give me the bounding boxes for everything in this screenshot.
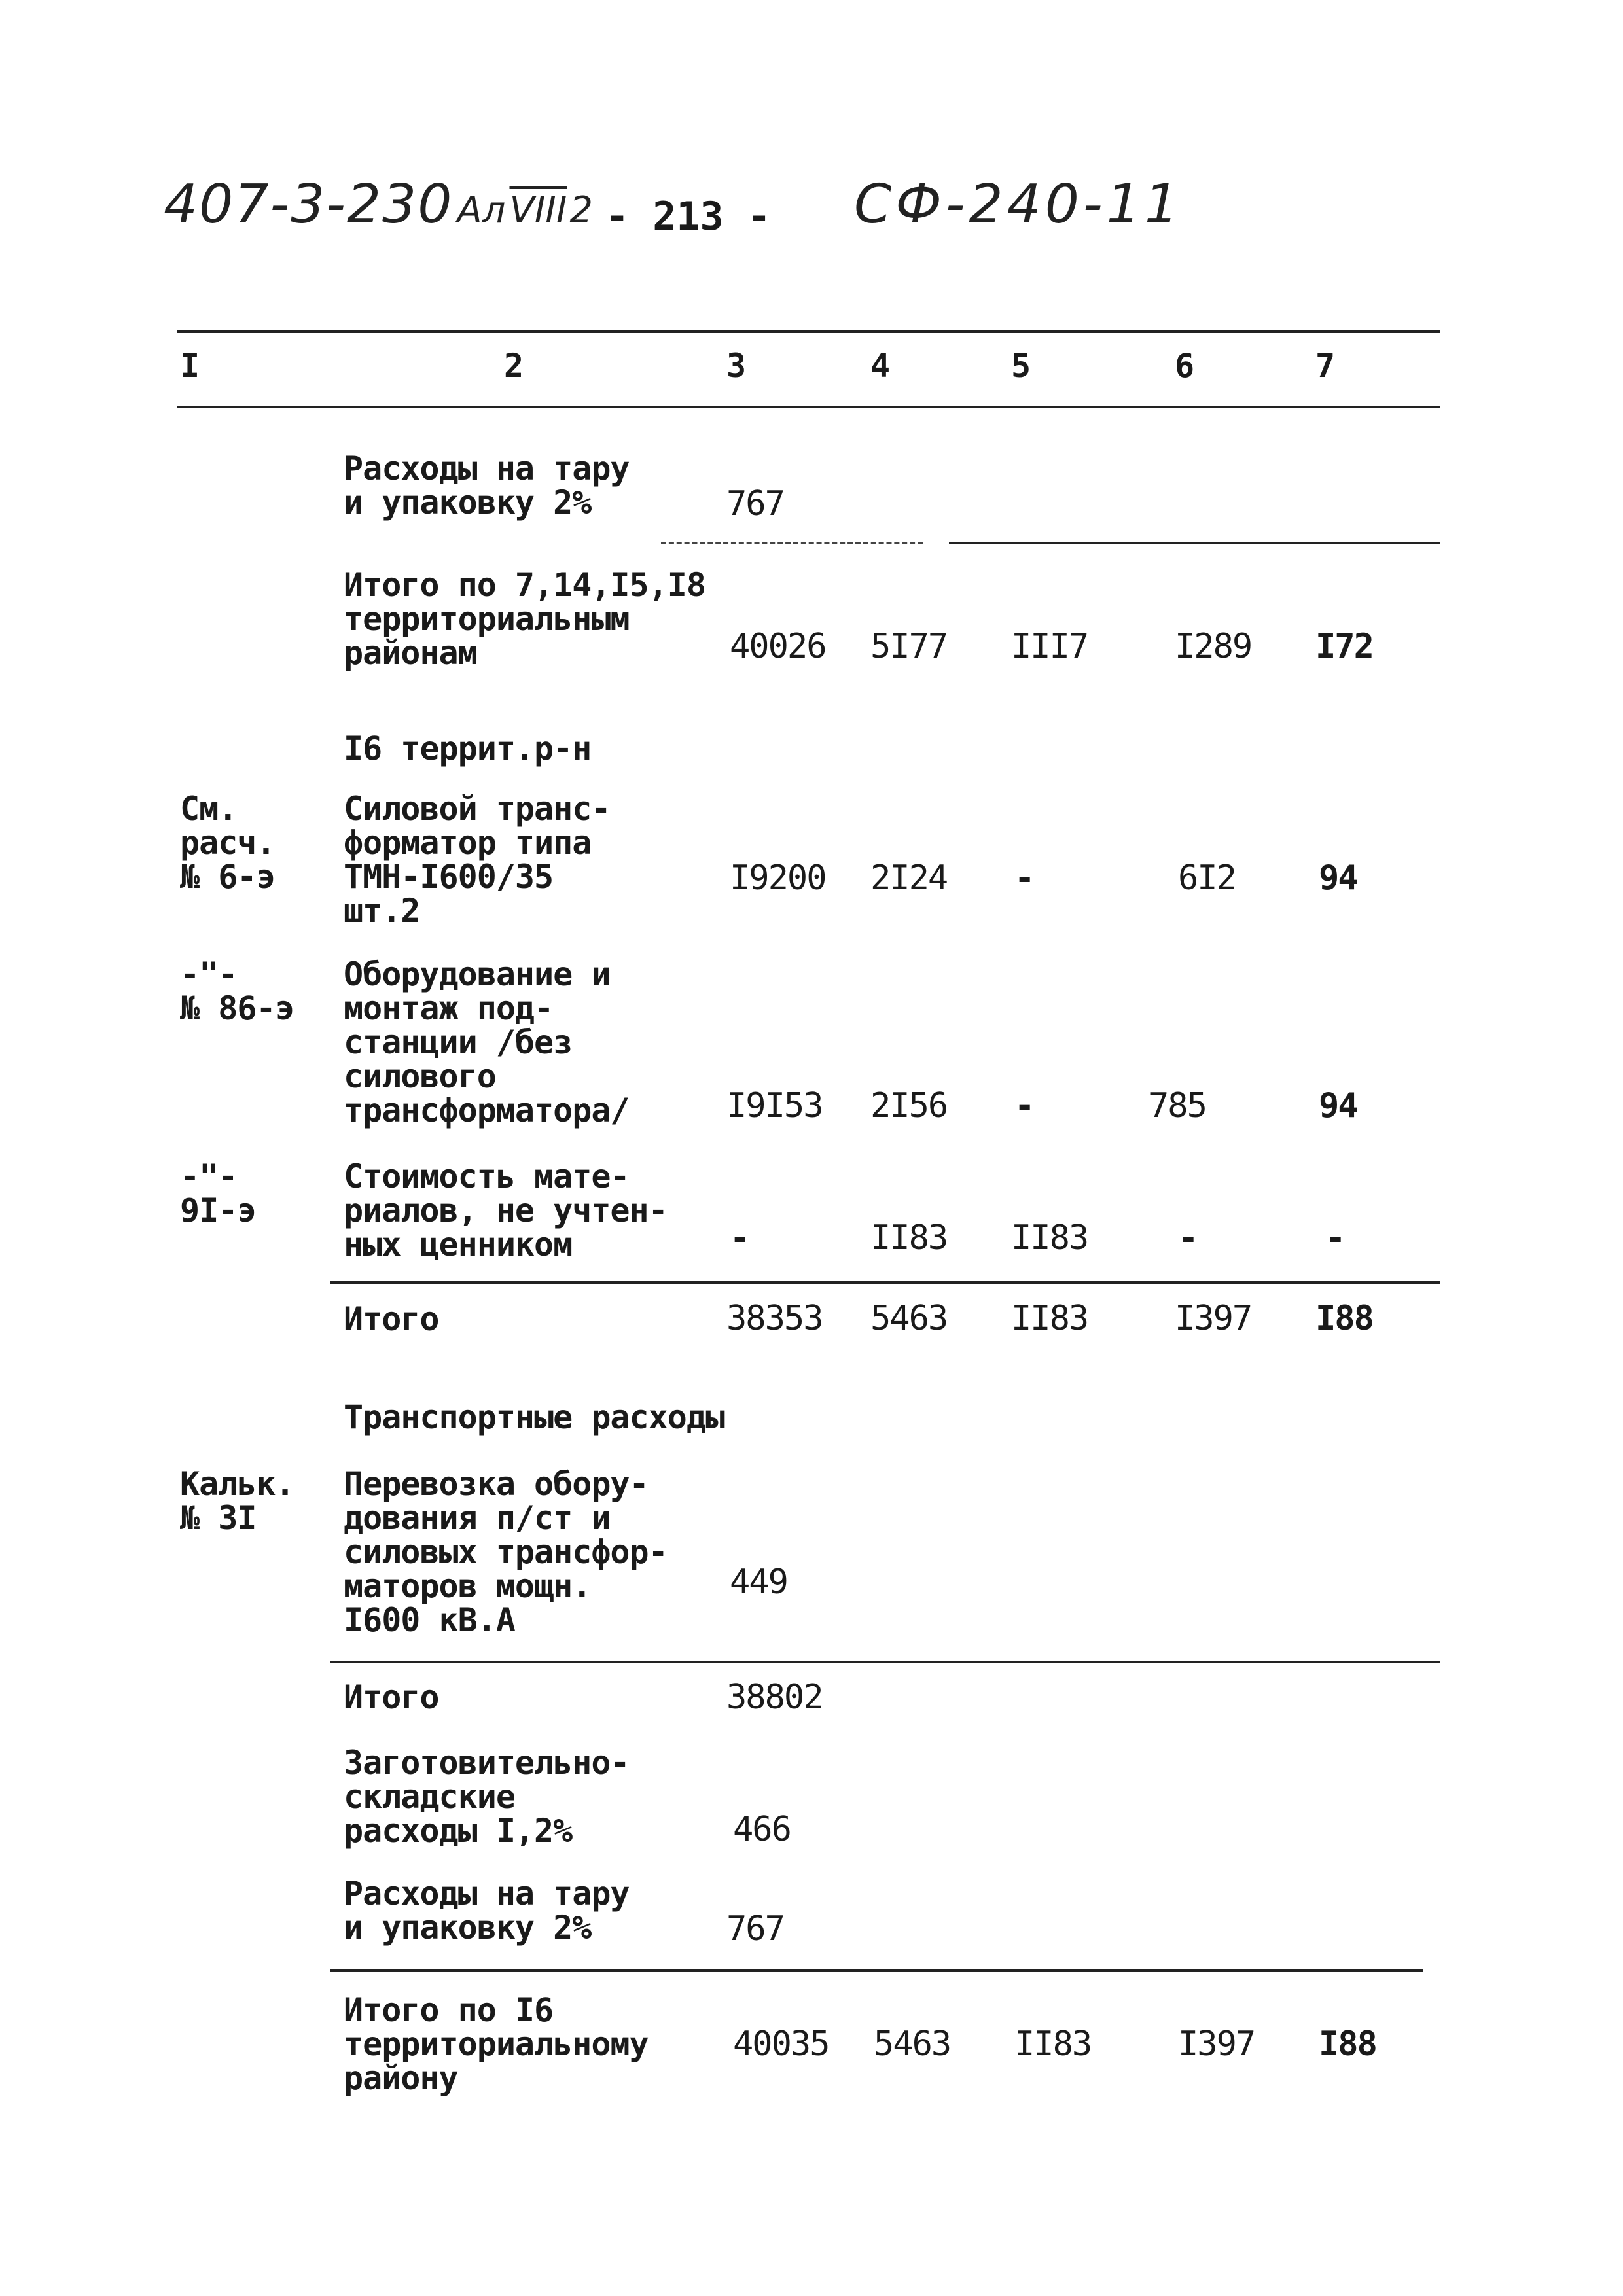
row-description: Итого по I6 территориальному району bbox=[344, 1991, 649, 2097]
table-top-rule bbox=[177, 330, 1440, 333]
row-reference: См. расч. № 6-э bbox=[180, 790, 276, 896]
document-code-number: 407-3-230 bbox=[164, 173, 454, 236]
subtotal-label: Итого bbox=[344, 1678, 439, 1716]
row-description: Итого по 7,14,I5,I8 территориальным районам bbox=[344, 566, 705, 672]
row-value-col7: 94 bbox=[1319, 858, 1357, 898]
row-reference: Кальк. № 3I bbox=[180, 1465, 294, 1537]
row-value-col6: - bbox=[1178, 1218, 1198, 1258]
section-heading: Транспортные расходы bbox=[344, 1398, 725, 1436]
row-value-col7: - bbox=[1325, 1218, 1345, 1258]
row-description: Стоимость мате- риалов, не учтен- ных ценником bbox=[344, 1157, 668, 1263]
row-value-col3: 38802 bbox=[726, 1678, 823, 1717]
row-description: Заготовительно- складские расходы I,2% bbox=[344, 1744, 630, 1850]
document-code bbox=[164, 173, 594, 236]
row-value-col4: 5I77 bbox=[870, 627, 948, 666]
row-value-col3: 466 bbox=[733, 1810, 791, 1849]
page-number: - 213 - bbox=[605, 194, 771, 239]
row-value-col4: II83 bbox=[870, 1218, 948, 1258]
row-description: Перевозка обору- дования п/ст и силовых трансфор- маторов мощн. I600 кВ.А bbox=[344, 1465, 668, 1639]
row-value-col7: I88 bbox=[1315, 1299, 1373, 1338]
row-value-col6: I397 bbox=[1175, 1299, 1252, 1338]
column-header-1: I bbox=[180, 347, 200, 385]
row-description: Оборудование и монтаж под- станции /без силового трансформатора/ bbox=[344, 955, 630, 1129]
row-description: Расходы на тару и упаковку 2% bbox=[344, 1875, 630, 1947]
row-value-col3: 767 bbox=[726, 484, 784, 523]
row-value-col4: 5463 bbox=[870, 1299, 948, 1338]
row-value-col5: III7 bbox=[1011, 627, 1088, 666]
row-separator bbox=[330, 1969, 1423, 1972]
row-reference: -"- 9I-э bbox=[180, 1157, 257, 1229]
row-value-col5: - bbox=[1014, 1086, 1034, 1125]
row-value-col3: - bbox=[730, 1218, 749, 1258]
album-label: Ал bbox=[457, 189, 506, 232]
column-header-4: 4 bbox=[870, 347, 891, 385]
column-header-5: 5 bbox=[1011, 347, 1031, 385]
row-value-col5: II83 bbox=[1014, 2024, 1092, 2064]
row-value-col6: I397 bbox=[1178, 2024, 1255, 2064]
dashed-separator bbox=[661, 542, 923, 544]
row-description: Расходы на тару и упаковку 2% bbox=[344, 450, 630, 521]
row-value-col7: I88 bbox=[1319, 2024, 1376, 2064]
row-value-col4: 2I24 bbox=[870, 858, 948, 898]
section-heading: I6 террит.р-н bbox=[344, 730, 592, 768]
album-part: 2 bbox=[569, 189, 594, 232]
column-header-2: 2 bbox=[504, 347, 524, 385]
row-value-col3: 767 bbox=[726, 1909, 784, 1949]
album-volume: VIII bbox=[509, 189, 567, 232]
row-value-col6: I289 bbox=[1175, 627, 1252, 666]
row-value-col7: 94 bbox=[1319, 1086, 1357, 1125]
row-value-col6: 785 bbox=[1149, 1086, 1206, 1125]
row-value-col3: 40026 bbox=[730, 627, 826, 666]
row-separator bbox=[330, 1281, 1440, 1284]
row-reference: -"- № 86-э bbox=[180, 955, 294, 1027]
row-value-col6: 6I2 bbox=[1178, 858, 1236, 898]
row-value-col5: II83 bbox=[1011, 1218, 1088, 1258]
row-value-col3: I9200 bbox=[730, 858, 826, 898]
row-description: Силовой транс- форматор типа ТМН-I600/35 шт.2 bbox=[344, 790, 611, 930]
column-header-6: 6 bbox=[1175, 347, 1195, 385]
row-value-col7: I72 bbox=[1315, 627, 1373, 666]
row-separator bbox=[949, 542, 1440, 544]
row-value-col5: II83 bbox=[1011, 1299, 1088, 1338]
row-value-col4: 2I56 bbox=[870, 1086, 948, 1125]
row-value-col4: 5463 bbox=[874, 2024, 951, 2064]
sheet-code: СФ-240-11 bbox=[854, 173, 1183, 236]
column-header-7: 7 bbox=[1315, 347, 1336, 385]
row-separator bbox=[330, 1661, 1440, 1663]
row-value-col5: - bbox=[1014, 858, 1034, 898]
header-bottom-rule bbox=[177, 406, 1440, 408]
row-value-col3: 40035 bbox=[733, 2024, 829, 2064]
subtotal-label: Итого bbox=[344, 1300, 439, 1338]
row-value-col3: 449 bbox=[730, 1563, 787, 1602]
row-value-col3: 38353 bbox=[726, 1299, 823, 1338]
column-header-3: 3 bbox=[726, 347, 747, 385]
row-value-col3: I9I53 bbox=[726, 1086, 823, 1125]
